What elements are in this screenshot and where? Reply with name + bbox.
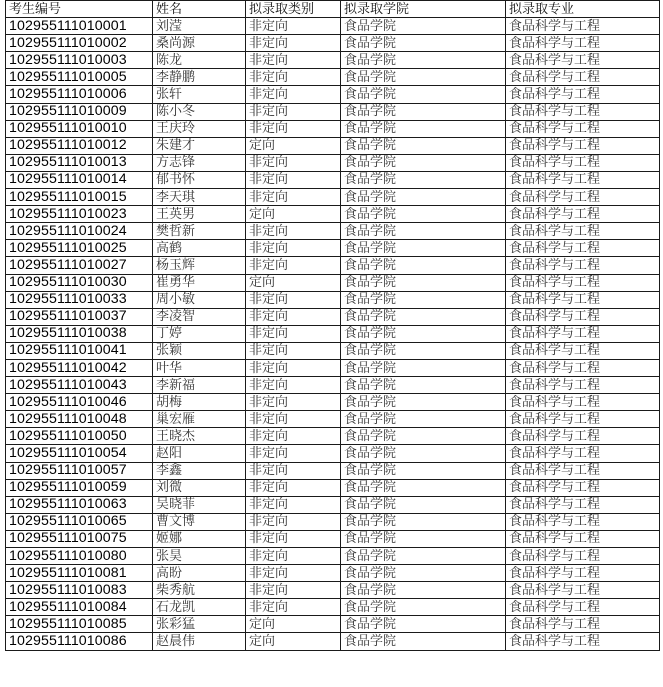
candidate-id-cell: 102955111010054 (6, 445, 153, 462)
college-cell: 食品学院 (341, 342, 506, 359)
admission-type-cell: 非定向 (246, 565, 341, 582)
name-cell: 曹文博 (153, 513, 246, 530)
table-body (6, 18, 660, 650)
admission-type-cell: 非定向 (246, 428, 341, 445)
major-cell: 食品科学与工程 (506, 548, 660, 565)
admission-type-cell: 非定向 (246, 257, 341, 274)
table-row (6, 428, 660, 445)
college-cell: 食品学院 (341, 513, 506, 530)
college-cell: 食品学院 (341, 86, 506, 103)
admission-type-cell: 非定向 (246, 86, 341, 103)
table-row (6, 616, 660, 633)
candidate-id-cell: 102955111010057 (6, 462, 153, 479)
name-cell: 巢宏雁 (153, 411, 246, 428)
major-cell: 食品科学与工程 (506, 582, 660, 599)
candidate-id-cell: 102955111010025 (6, 240, 153, 257)
table-row (6, 599, 660, 616)
name-cell: 朱建才 (153, 137, 246, 154)
college-cell: 食品学院 (341, 52, 506, 69)
admission-type-cell: 非定向 (246, 548, 341, 565)
major-cell: 食品科学与工程 (506, 599, 660, 616)
college-cell: 食品学院 (341, 599, 506, 616)
major-cell: 食品科学与工程 (506, 171, 660, 188)
name-cell: 桑尚源 (153, 35, 246, 52)
candidate-id-cell: 102955111010037 (6, 308, 153, 325)
admission-type-cell: 非定向 (246, 411, 341, 428)
table-row (6, 565, 660, 582)
candidate-id-cell: 102955111010043 (6, 377, 153, 394)
college-cell: 食品学院 (341, 582, 506, 599)
major-cell: 食品科学与工程 (506, 633, 660, 650)
table-row (6, 411, 660, 428)
college-cell: 食品学院 (341, 479, 506, 496)
college-cell: 食品学院 (341, 18, 506, 35)
candidate-id-cell: 102955111010001 (6, 18, 153, 35)
name-cell: 胡梅 (153, 394, 246, 411)
college-cell: 食品学院 (341, 308, 506, 325)
college-cell: 食品学院 (341, 137, 506, 154)
major-cell: 食品科学与工程 (506, 530, 660, 547)
major-cell: 食品科学与工程 (506, 445, 660, 462)
candidate-id-cell: 102955111010014 (6, 171, 153, 188)
major-cell: 食品科学与工程 (506, 342, 660, 359)
candidate-id-cell: 102955111010083 (6, 582, 153, 599)
college-cell: 食品学院 (341, 548, 506, 565)
major-cell: 食品科学与工程 (506, 189, 660, 206)
admission-type-cell: 非定向 (246, 530, 341, 547)
name-cell: 赵阳 (153, 445, 246, 462)
major-cell: 食品科学与工程 (506, 359, 660, 376)
candidate-id-cell: 102955111010024 (6, 223, 153, 240)
table-row (6, 120, 660, 137)
college-cell: 食品学院 (341, 428, 506, 445)
college-cell: 食品学院 (341, 530, 506, 547)
candidate-id-cell: 102955111010023 (6, 206, 153, 223)
admission-type-cell: 非定向 (246, 35, 341, 52)
college-cell: 食品学院 (341, 171, 506, 188)
table-row (6, 548, 660, 565)
name-cell: 吴晓菲 (153, 496, 246, 513)
admission-type-cell: 非定向 (246, 240, 341, 257)
table-row (6, 394, 660, 411)
table-row (6, 69, 660, 86)
table-row (6, 274, 660, 291)
table-row (6, 291, 660, 308)
table-row (6, 308, 660, 325)
header-name: 姓名 (153, 1, 246, 18)
candidate-id-cell: 102955111010012 (6, 137, 153, 154)
table-row (6, 154, 660, 171)
candidate-id-cell: 102955111010075 (6, 530, 153, 547)
name-cell: 陈小冬 (153, 103, 246, 120)
table-row (6, 137, 660, 154)
name-cell: 张昊 (153, 548, 246, 565)
candidate-id-cell: 102955111010065 (6, 513, 153, 530)
admission-type-cell: 定向 (246, 137, 341, 154)
college-cell: 食品学院 (341, 154, 506, 171)
candidate-id-cell: 102955111010081 (6, 565, 153, 582)
major-cell: 食品科学与工程 (506, 103, 660, 120)
header-major: 拟录取专业 (506, 1, 660, 18)
college-cell: 食品学院 (341, 359, 506, 376)
candidate-id-cell: 102955111010046 (6, 394, 153, 411)
college-cell: 食品学院 (341, 394, 506, 411)
name-cell: 李天琪 (153, 189, 246, 206)
name-cell: 李静鹏 (153, 69, 246, 86)
admission-type-cell: 非定向 (246, 445, 341, 462)
table-row (6, 86, 660, 103)
admission-type-cell: 非定向 (246, 479, 341, 496)
admission-type-cell: 非定向 (246, 377, 341, 394)
major-cell: 食品科学与工程 (506, 377, 660, 394)
admission-type-cell: 非定向 (246, 462, 341, 479)
admission-type-cell: 非定向 (246, 69, 341, 86)
college-cell: 食品学院 (341, 633, 506, 650)
table-row (6, 223, 660, 240)
college-cell: 食品学院 (341, 411, 506, 428)
major-cell: 食品科学与工程 (506, 616, 660, 633)
name-cell: 柴秀航 (153, 582, 246, 599)
college-cell: 食品学院 (341, 257, 506, 274)
college-cell: 食品学院 (341, 223, 506, 240)
candidate-id-cell: 102955111010002 (6, 35, 153, 52)
college-cell: 食品学院 (341, 496, 506, 513)
name-cell: 刘微 (153, 479, 246, 496)
admission-type-cell: 非定向 (246, 18, 341, 35)
name-cell: 郁书怀 (153, 171, 246, 188)
table-row (6, 206, 660, 223)
name-cell: 石龙凯 (153, 599, 246, 616)
name-cell: 刘滢 (153, 18, 246, 35)
name-cell: 王庆玲 (153, 120, 246, 137)
major-cell: 食品科学与工程 (506, 154, 660, 171)
candidate-id-cell: 102955111010086 (6, 633, 153, 650)
table-row (6, 513, 660, 530)
name-cell: 张轩 (153, 86, 246, 103)
name-cell: 王晓杰 (153, 428, 246, 445)
name-cell: 张颖 (153, 342, 246, 359)
admission-type-cell: 定向 (246, 206, 341, 223)
table-row (6, 582, 660, 599)
admission-type-cell: 非定向 (246, 496, 341, 513)
candidate-id-cell: 102955111010085 (6, 616, 153, 633)
candidate-id-cell: 102955111010033 (6, 291, 153, 308)
candidate-id-cell: 102955111010003 (6, 52, 153, 69)
major-cell: 食品科学与工程 (506, 411, 660, 428)
admission-type-cell: 非定向 (246, 291, 341, 308)
major-cell: 食品科学与工程 (506, 206, 660, 223)
candidate-id-cell: 102955111010080 (6, 548, 153, 565)
table-row (6, 633, 660, 650)
admission-type-cell: 定向 (246, 633, 341, 650)
admission-type-cell: 非定向 (246, 120, 341, 137)
admission-type-cell: 非定向 (246, 359, 341, 376)
admission-type-cell: 非定向 (246, 325, 341, 342)
name-cell: 方志锋 (153, 154, 246, 171)
table-row (6, 359, 660, 376)
table-row (6, 189, 660, 206)
major-cell: 食品科学与工程 (506, 120, 660, 137)
candidate-id-cell: 102955111010005 (6, 69, 153, 86)
candidate-id-cell: 102955111010006 (6, 86, 153, 103)
name-cell: 樊哲新 (153, 223, 246, 240)
table-row (6, 35, 660, 52)
name-cell: 张彩猛 (153, 616, 246, 633)
name-cell: 李新福 (153, 377, 246, 394)
candidate-id-cell: 102955111010042 (6, 359, 153, 376)
table-row (6, 257, 660, 274)
table-row (6, 342, 660, 359)
major-cell: 食品科学与工程 (506, 257, 660, 274)
major-cell: 食品科学与工程 (506, 479, 660, 496)
table-row (6, 18, 660, 35)
candidate-id-cell: 102955111010038 (6, 325, 153, 342)
admission-type-cell: 非定向 (246, 52, 341, 69)
name-cell: 陈龙 (153, 52, 246, 69)
college-cell: 食品学院 (341, 462, 506, 479)
major-cell: 食品科学与工程 (506, 240, 660, 257)
candidate-id-cell: 102955111010050 (6, 428, 153, 445)
candidate-id-cell: 102955111010010 (6, 120, 153, 137)
admission-type-cell: 非定向 (246, 394, 341, 411)
candidate-id-cell: 102955111010084 (6, 599, 153, 616)
admission-type-cell: 非定向 (246, 308, 341, 325)
college-cell: 食品学院 (341, 616, 506, 633)
major-cell: 食品科学与工程 (506, 18, 660, 35)
candidate-id-cell: 102955111010041 (6, 342, 153, 359)
name-cell: 王英男 (153, 206, 246, 223)
header-college: 拟录取学院 (341, 1, 506, 18)
college-cell: 食品学院 (341, 103, 506, 120)
candidate-id-cell: 102955111010027 (6, 257, 153, 274)
name-cell: 李鑫 (153, 462, 246, 479)
admission-type-cell: 非定向 (246, 171, 341, 188)
table-row (6, 462, 660, 479)
candidate-id-cell: 102955111010030 (6, 274, 153, 291)
name-cell: 周小敏 (153, 291, 246, 308)
admission-type-cell: 非定向 (246, 342, 341, 359)
major-cell: 食品科学与工程 (506, 565, 660, 582)
college-cell: 食品学院 (341, 274, 506, 291)
college-cell: 食品学院 (341, 189, 506, 206)
major-cell: 食品科学与工程 (506, 52, 660, 69)
major-cell: 食品科学与工程 (506, 35, 660, 52)
admission-type-cell: 非定向 (246, 154, 341, 171)
table-row (6, 530, 660, 547)
name-cell: 丁婷 (153, 325, 246, 342)
major-cell: 食品科学与工程 (506, 462, 660, 479)
candidate-id-cell: 102955111010063 (6, 496, 153, 513)
table-row (6, 496, 660, 513)
candidate-id-cell: 102955111010015 (6, 189, 153, 206)
candidate-id-cell: 102955111010009 (6, 103, 153, 120)
college-cell: 食品学院 (341, 35, 506, 52)
major-cell: 食品科学与工程 (506, 69, 660, 86)
table-row (6, 171, 660, 188)
name-cell: 高鹤 (153, 240, 246, 257)
college-cell: 食品学院 (341, 377, 506, 394)
college-cell: 食品学院 (341, 206, 506, 223)
major-cell: 食品科学与工程 (506, 428, 660, 445)
major-cell: 食品科学与工程 (506, 325, 660, 342)
major-cell: 食品科学与工程 (506, 223, 660, 240)
name-cell: 赵晨伟 (153, 633, 246, 650)
major-cell: 食品科学与工程 (506, 513, 660, 530)
candidate-id-cell: 102955111010013 (6, 154, 153, 171)
name-cell: 崔勇华 (153, 274, 246, 291)
college-cell: 食品学院 (341, 120, 506, 137)
table-row (6, 479, 660, 496)
candidate-id-cell: 102955111010059 (6, 479, 153, 496)
admission-type-cell: 非定向 (246, 223, 341, 240)
major-cell: 食品科学与工程 (506, 86, 660, 103)
college-cell: 食品学院 (341, 445, 506, 462)
name-cell: 杨玉辉 (153, 257, 246, 274)
name-cell: 叶华 (153, 359, 246, 376)
admission-type-cell: 非定向 (246, 103, 341, 120)
college-cell: 食品学院 (341, 69, 506, 86)
name-cell: 李凌智 (153, 308, 246, 325)
college-cell: 食品学院 (341, 565, 506, 582)
admission-type-cell: 定向 (246, 616, 341, 633)
header-candidate-id: 考生编号 (6, 1, 153, 18)
table-row (6, 377, 660, 394)
admission-list (5, 0, 660, 651)
table-row (6, 103, 660, 120)
name-cell: 高盼 (153, 565, 246, 582)
college-cell: 食品学院 (341, 240, 506, 257)
header-admission-type: 拟录取类别 (246, 1, 341, 18)
table-row (6, 240, 660, 257)
table-row (6, 52, 660, 69)
admission-table (5, 0, 660, 651)
college-cell: 食品学院 (341, 325, 506, 342)
major-cell: 食品科学与工程 (506, 137, 660, 154)
admission-type-cell: 非定向 (246, 599, 341, 616)
name-cell: 姬娜 (153, 530, 246, 547)
table-header-row (6, 1, 660, 18)
major-cell: 食品科学与工程 (506, 394, 660, 411)
table-row (6, 325, 660, 342)
major-cell: 食品科学与工程 (506, 291, 660, 308)
major-cell: 食品科学与工程 (506, 274, 660, 291)
major-cell: 食品科学与工程 (506, 308, 660, 325)
admission-type-cell: 非定向 (246, 513, 341, 530)
candidate-id-cell: 102955111010048 (6, 411, 153, 428)
admission-type-cell: 非定向 (246, 189, 341, 206)
major-cell: 食品科学与工程 (506, 496, 660, 513)
admission-type-cell: 非定向 (246, 582, 341, 599)
admission-type-cell: 定向 (246, 274, 341, 291)
college-cell: 食品学院 (341, 291, 506, 308)
table-row (6, 445, 660, 462)
